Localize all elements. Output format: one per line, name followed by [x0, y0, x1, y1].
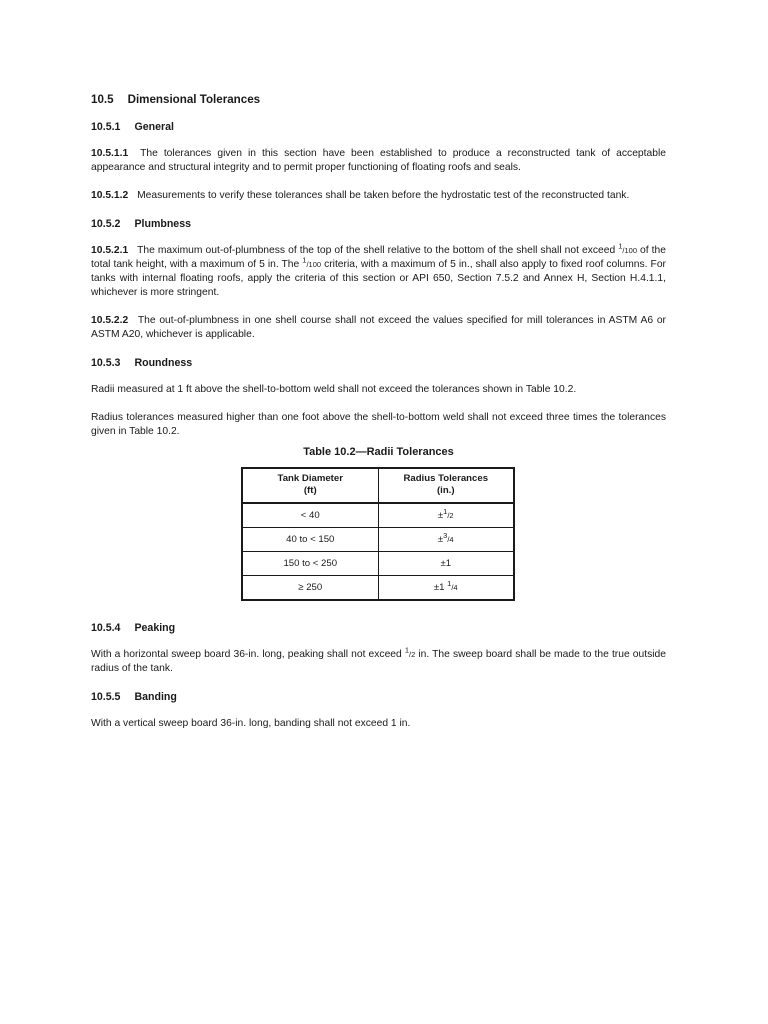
roundness-title: Roundness — [134, 357, 193, 369]
clause-text: Measurements to verify these tolerances shall be taken before the hydrostatic test of the reconstructed tank. — [137, 190, 630, 201]
banding-heading — [91, 690, 666, 704]
fraction-denominator: /100 — [622, 246, 638, 255]
clause-number: 10.5.1.2 — [91, 190, 129, 201]
clause-text-part-a: The maximum out-of-plumbness of the top of the shell relative to the bottom of the shell shall not exceed — [137, 245, 616, 256]
section-number: 10.5 — [91, 93, 114, 106]
paragraph-10-5-1-1 — [91, 147, 666, 175]
banding-number: 10.5.5 — [91, 691, 121, 703]
fraction-denominator: /2 — [409, 650, 416, 659]
section-title: Dimensional Tolerances — [127, 93, 261, 106]
general-heading — [91, 120, 666, 134]
paragraph-10-5-2-2 — [91, 314, 666, 342]
tolerance-cell: ±$^3$/4 — [378, 528, 514, 552]
table-header-row — [242, 468, 514, 503]
banding-paragraph: With a vertical sweep board 36-in. long, banding shall not exceed 1 in. — [91, 718, 411, 729]
clause-number: 10.5.1.1 — [91, 148, 129, 159]
peaking-text-part-a: With a horizontal sweep board 36-in. long, peaking shall not exceed — [91, 649, 402, 660]
clause-text-part-c: criteria, with a maximum of 5 in., shall also apply to fixed roof columns. For tanks with internal floating roofs, apply the criteria of this section or API 650, Section 7.5.2 and Annex H, Section H.4.1.1, whichever is more stringent. — [91, 259, 666, 298]
fraction-numerator: 1 — [302, 255, 307, 265]
diameter-cell: < 40 — [242, 503, 378, 528]
peaking-title: Peaking — [134, 622, 176, 634]
fraction-denominator: /100 — [306, 260, 322, 269]
document-page — [91, 93, 666, 745]
tolerance-cell: ±1 $^1$/4 — [378, 576, 514, 601]
table-row — [242, 528, 514, 552]
diameter-cell: ≥ 250 — [242, 576, 378, 601]
table-row — [242, 552, 514, 576]
roundness-paragraph-2: Radius tolerances measured higher than one foot above the shell-to-bottom weld shall not exceed three times the tolerances given in Table 10.2. — [91, 412, 666, 437]
peaking-text-part-b: in. The sweep board shall be made to the true outside radius of the tank. — [91, 649, 666, 674]
plumbness-title: Plumbness — [134, 218, 191, 230]
clause-number: 10.5.2.2 — [91, 315, 129, 326]
peaking-paragraph — [91, 645, 666, 676]
general-number: 10.5.1 — [91, 121, 121, 133]
section-heading — [91, 93, 666, 107]
roundness-heading — [91, 356, 666, 370]
peaking-heading — [91, 621, 666, 635]
column-header-diameter: Tank Diameter (ft) — [242, 468, 378, 503]
diameter-cell: 150 to < 250 — [242, 552, 378, 576]
table-title: Table 10.2—Radii Tolerances — [303, 446, 454, 458]
plumbness-number: 10.5.2 — [91, 218, 121, 230]
clause-number: 10.5.2.1 — [91, 245, 129, 256]
peaking-number: 10.5.4 — [91, 622, 121, 634]
plumbness-heading — [91, 217, 666, 231]
clause-text: The out-of-plumbness in one shell course shall not exceed the values specified for mill tolerances in ASTM A6 or ASTM A20, whichever is applicable. — [91, 315, 666, 340]
clause-text: The tolerances given in this section have been established to produce a reconstructed tank of acceptable appearance and structural integrity and to permit proper functioning of floating roofs and seals. — [91, 148, 666, 173]
fraction-numerator: 1 — [618, 241, 623, 251]
roundness-number: 10.5.3 — [91, 357, 121, 369]
radii-tolerances-table — [241, 467, 515, 601]
paragraph-10-5-1-2 — [91, 189, 666, 203]
roundness-paragraph-1: Radii measured at 1 ft above the shell-to-bottom weld shall not exceed the tolerances shown in Table 10.2. — [91, 384, 577, 395]
table-row — [242, 503, 514, 528]
clause-text-part-b: of the total tank height, with a maximum of 5 in. The — [91, 245, 666, 270]
diameter-cell: 40 to < 150 — [242, 528, 378, 552]
tolerance-cell: ±$^1$/2 — [378, 503, 514, 528]
tolerance-cell: ±1 — [378, 552, 514, 576]
column-header-tolerance: Radius Tolerances (in.) — [378, 468, 514, 503]
fraction-numerator: 1 — [404, 645, 410, 655]
table-row — [242, 576, 514, 601]
general-title: General — [134, 121, 174, 133]
paragraph-10-5-2-1 — [91, 241, 666, 300]
banding-title: Banding — [134, 691, 177, 703]
